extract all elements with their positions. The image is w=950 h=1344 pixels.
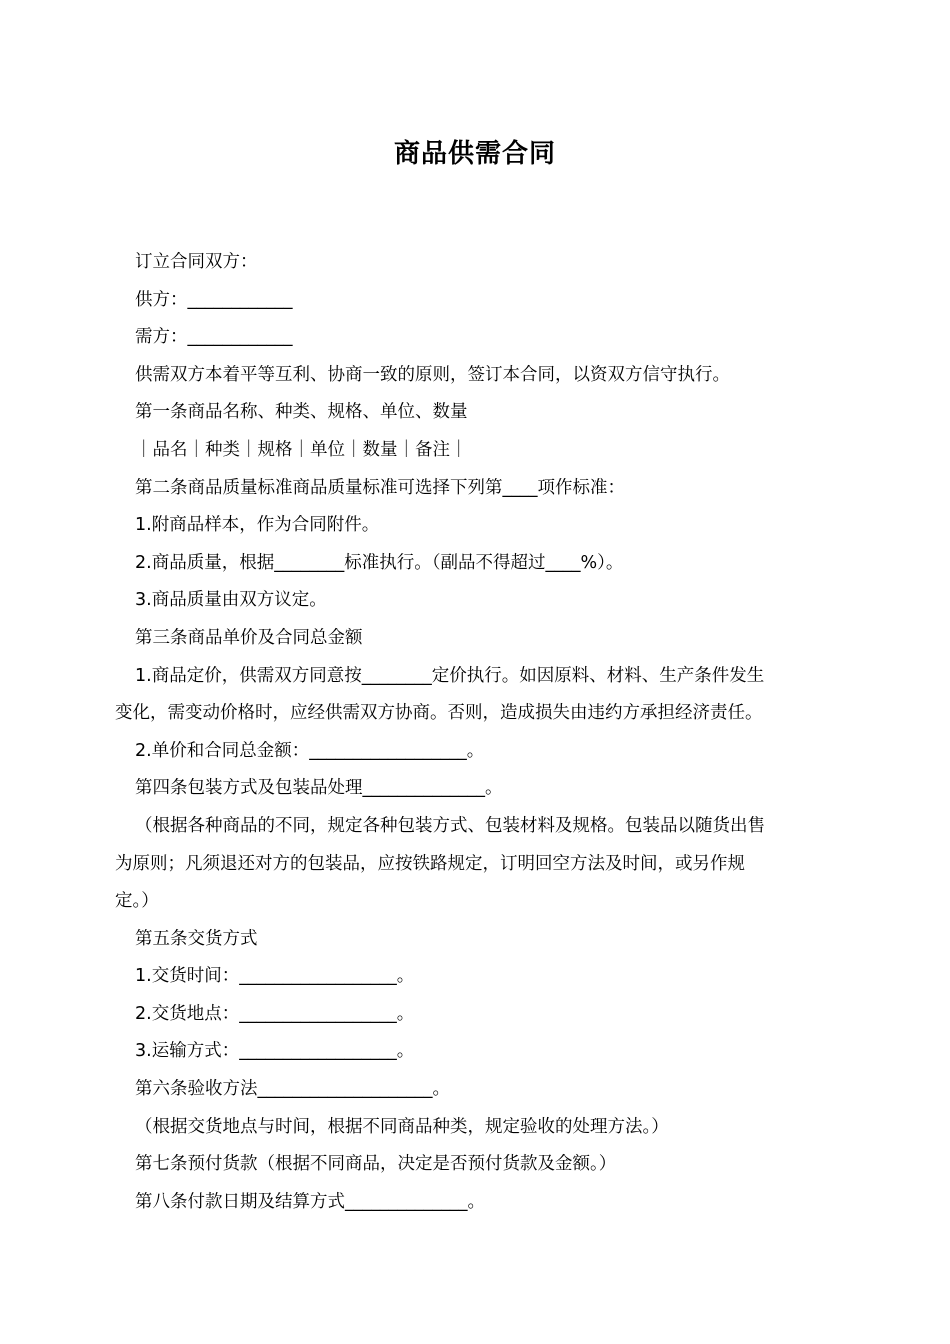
article-4-note-line-1: （根据各种商品的不同，规定各种包装方式、包装材料及规格。包装品以随货出售	[135, 815, 765, 836]
article-5-item-1: 1.交货时间：__________________。	[135, 966, 415, 987]
contract-body	[115, 244, 840, 1221]
article-3-item-1-line-2: 变化，需变动价格时，应经供需双方协商。否则，造成损失由违约方承担经济责任。	[115, 703, 763, 724]
article-6-heading: 第六条验收方法____________________。	[135, 1079, 450, 1100]
article-4-note-line-3: 定。）	[115, 891, 159, 912]
article-4-note-line-2: 为原则；凡须退还对方的包装品，应按铁路规定，订明回空方法及时间，或另作规	[115, 853, 745, 874]
article-1-heading: 第一条商品名称、种类、规格、单位、数量	[135, 402, 468, 423]
article-3-heading: 第三条商品单价及合同总金额	[135, 627, 363, 648]
article-2-item-3: 3.商品质量由双方议定。	[135, 590, 327, 611]
parties-heading: 订立合同双方：	[135, 252, 258, 272]
goods-table-header: ｜品名｜种类｜规格｜单位｜数量｜备注｜	[135, 439, 468, 460]
contract-title: 商品供需合同	[393, 139, 556, 169]
article-2-heading: 第二条商品质量标准商品质量标准可选择下列第____项作标准：	[135, 477, 625, 498]
article-4-heading: 第四条包装方式及包装品处理______________。	[135, 778, 503, 799]
preamble: 供需双方本着平等互利、协商一致的原则，签订本合同，以资双方信守执行。	[135, 364, 730, 385]
article-2-item-2: 2.商品质量，根据________标准执行。（副品不得超过____%）。	[135, 552, 624, 573]
article-2-item-1: 1.附商品样本，作为合同附件。	[135, 515, 380, 536]
buyer-line: 需方：____________	[135, 327, 293, 348]
article-3-item-2: 2.单价和合同总金额：__________________。	[135, 740, 485, 761]
article-6-note: （根据交货地点与时间，根据不同商品种类，规定验收的处理方法。）	[135, 1116, 669, 1137]
article-7-heading: 第七条预付货款（根据不同商品，决定是否预付货款及金额。）	[135, 1154, 617, 1175]
supplier-line: 供方：____________	[135, 289, 293, 310]
article-5-item-3: 3.运输方式：__________________。	[135, 1041, 415, 1062]
article-5-heading: 第五条交货方式	[135, 928, 258, 949]
article-3-item-1-line-1: 1.商品定价，供需双方同意按________定价执行。如因原料、材料、生产条件发生	[135, 665, 765, 686]
article-8-heading: 第八条付款日期及结算方式______________。	[135, 1191, 485, 1212]
article-5-item-2: 2.交货地点：__________________。	[135, 1003, 415, 1024]
